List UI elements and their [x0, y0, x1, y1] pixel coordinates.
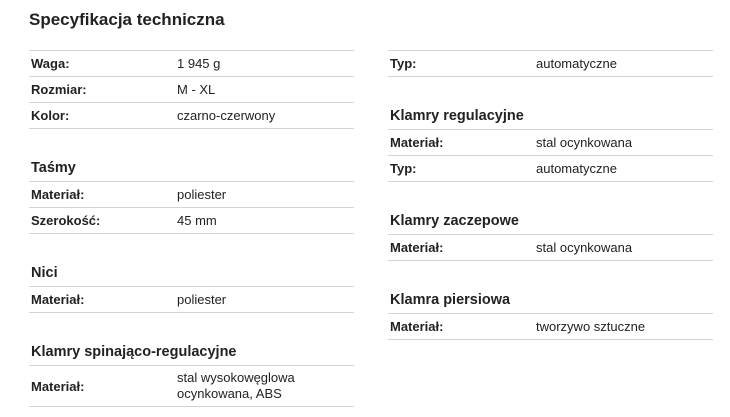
spec-row-color: [29, 102, 354, 129]
spec-value: M - XL: [177, 81, 216, 97]
spec-value: tworzywo sztuczne: [536, 318, 646, 334]
spec-row-material: [388, 313, 713, 340]
spec-row-material: [29, 181, 354, 207]
section-title: Nici: [31, 265, 58, 281]
spec-row-size: [29, 76, 354, 102]
spec-row-material: [388, 129, 713, 155]
right-spec-column: [388, 50, 713, 340]
section-title: Taśmy: [31, 160, 76, 176]
spec-section-chest-buckle: [388, 287, 713, 340]
spec-label: Typ:: [390, 56, 417, 71]
spec-value: 45 mm: [177, 212, 217, 228]
page-title: Specyfikacja techniczna: [29, 10, 225, 29]
spec-label: Materiał:: [31, 378, 85, 394]
spec-label: Materiał:: [390, 135, 444, 150]
spec-value: czarno-czerwony: [177, 107, 276, 123]
spec-value: poliester: [177, 186, 227, 202]
spec-label: Szerokość:: [31, 213, 101, 228]
spec-row-material: [29, 286, 354, 313]
spec-row-material: [388, 234, 713, 261]
spec-label: Waga:: [31, 56, 70, 71]
spec-label: Typ:: [390, 161, 417, 176]
left-spec-column: [29, 50, 354, 407]
spec-value: automatyczne: [536, 160, 617, 176]
spec-label: Materiał:: [31, 187, 85, 202]
spec-label: Materiał:: [31, 292, 85, 307]
section-title: Klamry spinająco-regulacyjne: [31, 344, 237, 360]
spec-section-general: [29, 50, 354, 129]
spec-label: Materiał:: [390, 319, 444, 334]
spec-row-type: [388, 50, 713, 77]
spec-section-adjusting-buckles: [388, 103, 713, 182]
spec-label: Materiał:: [390, 240, 444, 255]
spec-label: Rozmiar:: [31, 82, 87, 97]
spec-row-type: [388, 155, 713, 182]
spec-section-hook-buckles: [388, 208, 713, 261]
spec-row-material: [29, 365, 354, 407]
spec-section-type: [388, 50, 713, 77]
spec-value: stal wysokowęglowa ocynkowana, ABS: [177, 370, 295, 401]
spec-row-width: [29, 207, 354, 234]
spec-value: 1 945 g: [177, 55, 221, 71]
spec-value: stal ocynkowana: [536, 239, 633, 255]
section-title: Klamry regulacyjne: [390, 108, 524, 124]
spec-label: Kolor:: [31, 108, 70, 123]
section-title: Klamra piersiowa: [390, 292, 511, 308]
spec-value: stal ocynkowana: [536, 134, 633, 150]
spec-row-weight: [29, 50, 354, 76]
spec-section-threads: [29, 260, 354, 313]
section-title: Klamry zaczepowe: [390, 213, 519, 229]
spec-section-buckles: [29, 339, 354, 407]
spec-value: poliester: [177, 291, 227, 307]
spec-value: automatyczne: [536, 55, 617, 71]
spec-section-straps: [29, 155, 354, 234]
